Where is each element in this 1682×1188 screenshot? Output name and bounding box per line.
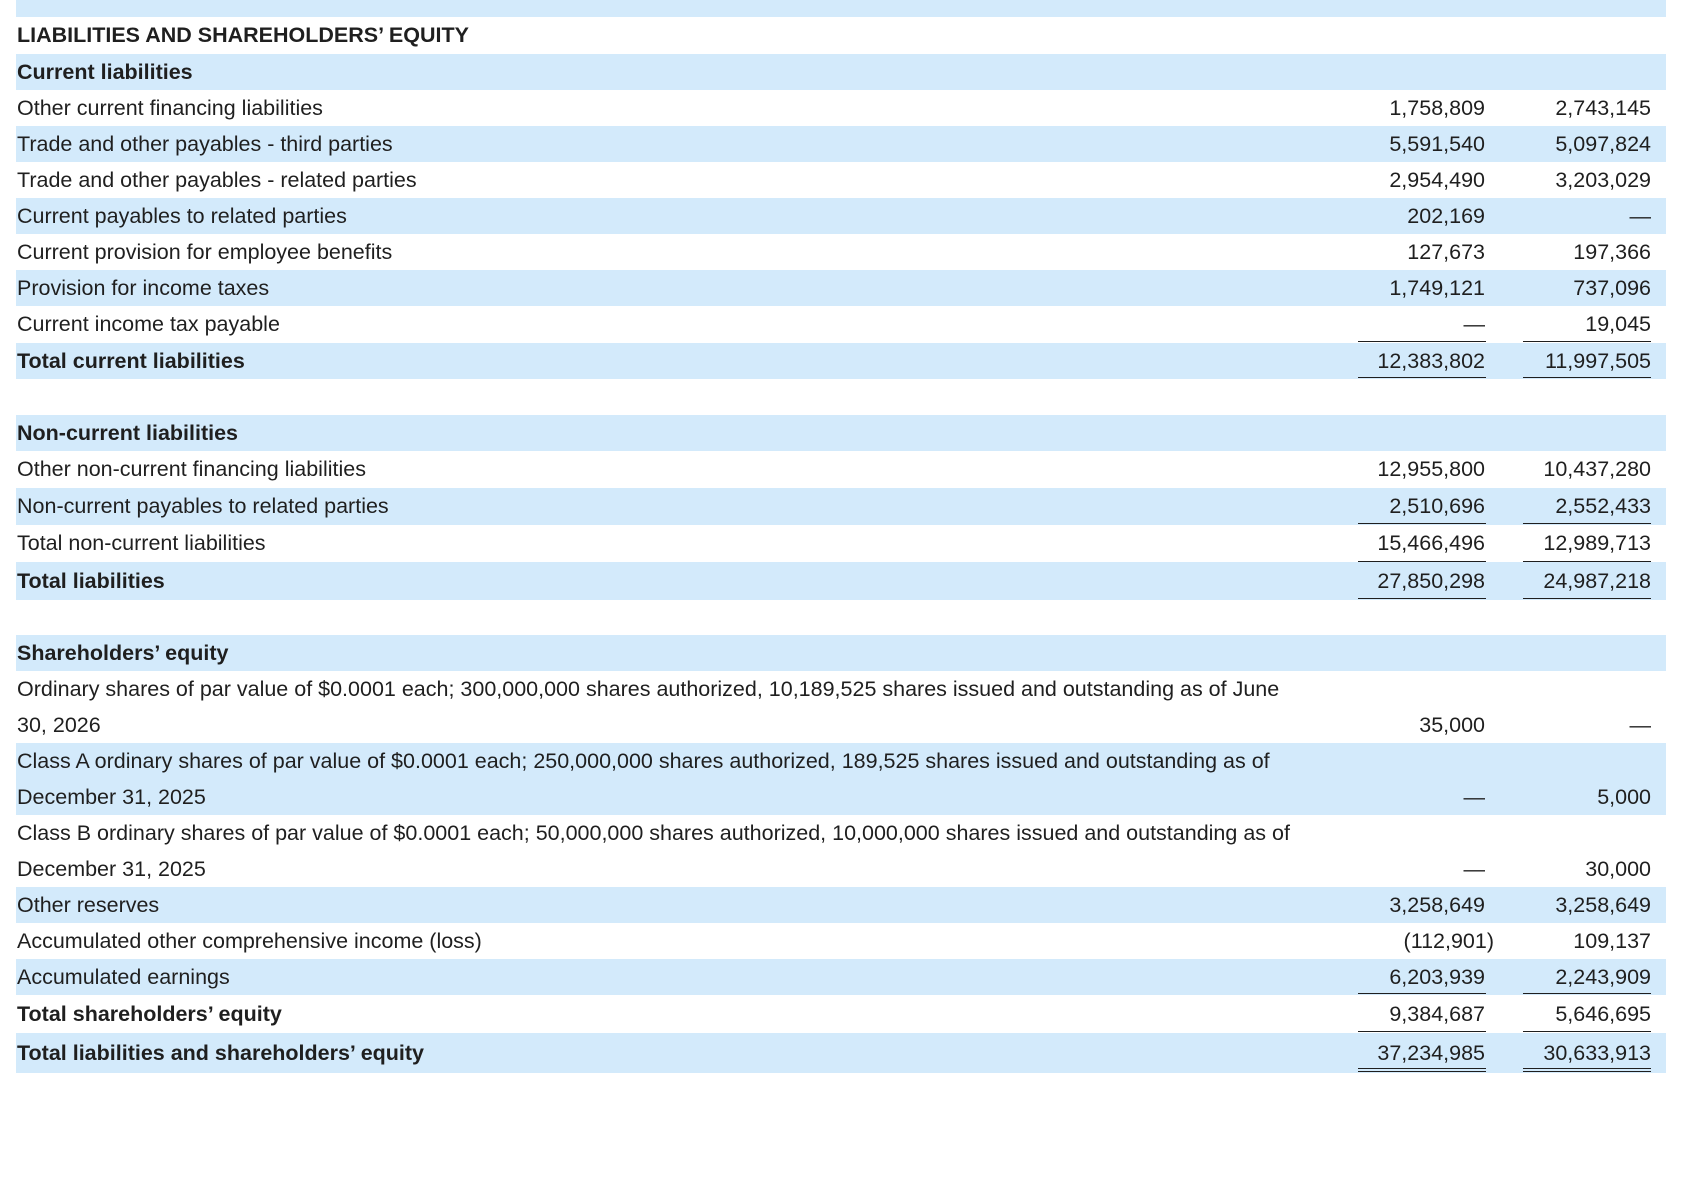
table-row (16, 815, 1666, 851)
row-label-line2: December 31, 2025 (17, 856, 206, 881)
total-row (16, 343, 1666, 379)
row-label: Total shareholders’ equity (17, 1001, 282, 1026)
table-row (16, 671, 1666, 708)
value-current-period: 3,258,649 (1389, 892, 1485, 917)
row-label-line1: Class A ordinary shares of par value of $0.0001 each; 250,000,000 shares authorized, 189,525 shares issued and outstanding as of (17, 748, 1270, 773)
row-label: Total liabilities (17, 568, 165, 593)
table-row (16, 162, 1666, 198)
grand-total-double-rule (1523, 1068, 1651, 1072)
value-prior-period: 12,989,713 (1543, 531, 1651, 555)
value-current-period: — (1463, 856, 1485, 881)
table-row (16, 851, 1666, 887)
table-row (16, 887, 1666, 923)
row-label: Provision for income taxes (17, 275, 270, 300)
value-prior-period: 10,437,280 (1543, 457, 1651, 481)
row-label: Trade and other payables - related parties (17, 167, 417, 192)
value-current-period: 12,955,800 (1377, 457, 1485, 481)
row-label: Non-current payables to related parties (17, 494, 389, 518)
value-current-period: 5,591,540 (1389, 131, 1485, 156)
row-label: Non-current liabilities (17, 420, 239, 445)
table-row (16, 923, 1666, 959)
value-prior-period: 3,203,029 (1555, 167, 1651, 192)
table-row (16, 451, 1666, 488)
total-rule (1358, 377, 1486, 378)
table-row (16, 779, 1666, 815)
value-prior-period: 2,552,433 (1555, 494, 1651, 518)
row-label: Current liabilities (17, 59, 193, 84)
row-label-line1: Ordinary shares of par value of $0.0001 each; 300,000,000 shares authorized, 10,189,525 shares issued and outstanding as of June (17, 677, 1280, 701)
row-label: Other current financing liabilities (17, 95, 323, 120)
top-band (16, 0, 1666, 17)
value-current-period: 35,000 (1419, 713, 1485, 737)
row-label-line1: Class B ordinary shares of par value of $0.0001 each; 50,000,000 shares authorized, 10,000,000 shares issued and outstanding as of (17, 820, 1290, 845)
value-prior-period: — (1629, 203, 1651, 228)
grand-total-row (16, 1033, 1666, 1073)
current-liabilities-header (16, 54, 1666, 90)
value-prior-period: 3,258,649 (1555, 892, 1651, 917)
row-label: Accumulated other comprehensive income (loss) (17, 928, 482, 953)
value-prior-period: 19,045 (1585, 312, 1651, 336)
value-prior-period: 2,743,145 (1555, 95, 1651, 120)
total-rule (1523, 598, 1651, 599)
row-label: Current provision for employee benefits (17, 239, 393, 264)
total-rule (1358, 598, 1486, 599)
value-current-period: 127,673 (1407, 239, 1485, 264)
value-prior-period: 30,633,913 (1543, 1040, 1651, 1065)
equity-header (16, 635, 1666, 671)
row-label: Total liabilities and shareholders’ equity (17, 1040, 425, 1065)
value-prior-period: 197,366 (1573, 239, 1651, 264)
table-row (16, 743, 1666, 779)
row-label: Total current liabilities (17, 348, 245, 373)
total-rule (1523, 1031, 1651, 1032)
total-rule (1358, 1031, 1486, 1032)
subtotal-rule (1523, 523, 1651, 524)
row-label: Other non-current financing liabilities (17, 457, 366, 481)
value-prior-period: 5,097,824 (1555, 131, 1651, 156)
value-current-period: 27,850,298 (1377, 568, 1485, 593)
table-row (16, 90, 1666, 126)
value-prior-period: 109,137 (1573, 928, 1651, 953)
value-current-period: 37,234,985 (1377, 1040, 1485, 1065)
total-rule (1523, 377, 1651, 378)
total-row (16, 562, 1666, 600)
table-row (16, 198, 1666, 234)
table-row (16, 959, 1666, 995)
value-prior-period: 5,646,695 (1555, 1001, 1651, 1026)
row-label: Trade and other payables - third parties (17, 131, 393, 156)
subtotal-rule (1358, 993, 1486, 994)
value-current-period: — (1463, 784, 1485, 809)
row-label-line2: December 31, 2025 (17, 784, 206, 809)
value-current-period: 15,466,496 (1377, 531, 1485, 555)
row-label: Shareholders’ equity (17, 640, 229, 665)
value-prior-period: 5,000 (1597, 784, 1651, 809)
total-row (16, 995, 1666, 1033)
value-current-period: 6,203,939 (1389, 964, 1485, 989)
row-label: Current income tax payable (17, 312, 280, 336)
row-label: Other reserves (17, 892, 160, 917)
subtotal-rule (1523, 993, 1651, 994)
value-current-period: 12,383,802 (1377, 348, 1485, 373)
value-prior-period: 2,243,909 (1555, 964, 1651, 989)
table-row (16, 270, 1666, 306)
value-prior-period: 24,987,218 (1543, 568, 1651, 593)
table-row (16, 708, 1666, 743)
value-current-period: (112,901) (1403, 928, 1494, 953)
subtotal-rule (1523, 341, 1651, 342)
heading-row (16, 17, 1666, 54)
value-current-period: 202,169 (1407, 203, 1485, 228)
value-current-period: 1,758,809 (1389, 95, 1485, 120)
value-prior-period: 737,096 (1573, 275, 1651, 300)
table-row (16, 306, 1666, 343)
grand-total-double-rule (1358, 1068, 1486, 1072)
value-prior-period: 30,000 (1585, 856, 1651, 881)
value-current-period: — (1463, 312, 1485, 336)
subtotal-rule (1358, 341, 1486, 342)
table-row (16, 488, 1666, 525)
value-current-period: 1,749,121 (1389, 275, 1485, 300)
row-label: Current payables to related parties (17, 203, 347, 228)
value-current-period: 9,384,687 (1389, 1001, 1485, 1026)
row-label: Total non-current liabilities (17, 531, 266, 555)
value-current-period: 2,954,490 (1389, 167, 1485, 192)
row-label-line2: 30, 2026 (17, 713, 101, 737)
value-current-period: 2,510,696 (1389, 494, 1485, 518)
subtotal-rule (1358, 523, 1486, 524)
noncurrent-liabilities-header (16, 415, 1666, 451)
value-prior-period: — (1629, 713, 1651, 737)
row-label: Accumulated earnings (17, 964, 230, 989)
value-prior-period: 11,997,505 (1544, 348, 1651, 373)
table-row (16, 234, 1666, 270)
section-heading: LIABILITIES AND SHAREHOLDERS’ EQUITY (17, 23, 469, 47)
table-row (16, 525, 1666, 562)
table-row (16, 126, 1666, 162)
